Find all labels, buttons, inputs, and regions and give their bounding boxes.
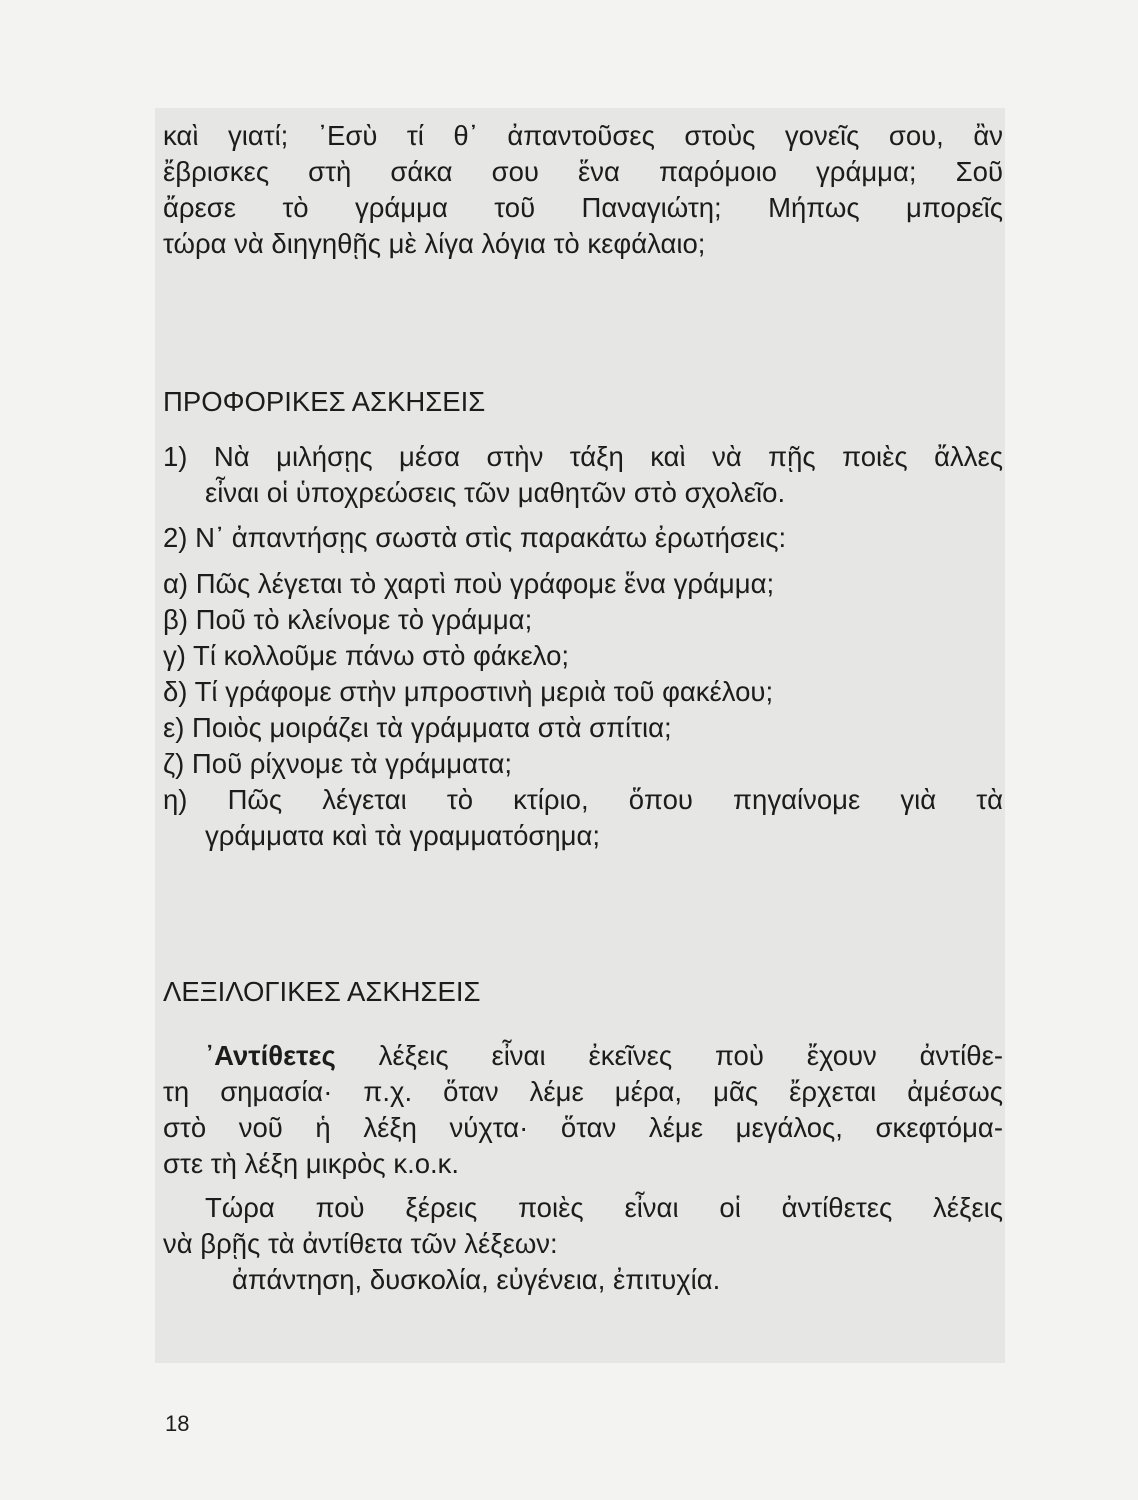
intro-line: ἔβρισκες στὴ σάκα σου ἕνα παρόμοιο γράμμα; Σοῦ: [163, 156, 1003, 187]
term-antitheta: ᾿Αντίθετες: [205, 1040, 336, 1071]
definition-text: λέξεις εἶναι ἐκεῖνες ποὺ ἔχουν ἀντίθε-: [335, 1040, 1003, 1071]
definition-line-2: τη σημασία· π.χ. ὅταν λέμε μέρα, μᾶς ἔρχεται ἀμέσως: [163, 1076, 1003, 1107]
intro-line: ἄρεσε τὸ γράμμα τοῦ Παναγιώτη; Μήπως μπορεῖς: [163, 192, 1003, 223]
definition-line-4: στε τὴ λέξη μικρὸς κ.ο.κ.: [163, 1148, 460, 1179]
page-number: 18: [165, 1411, 190, 1436]
question-item: ε) Ποιὸς μοιράζει τὰ γράμματα στὰ σπίτια;: [163, 712, 672, 743]
definition-line-1: [205, 1040, 1003, 1072]
question-item: β) Ποῦ τὸ κλείνομε τὸ γράμμα;: [163, 604, 533, 635]
oral-question-2: 2) Ν᾿ ἀπαντήσῃς σωστὰ στὶς παρακάτω ἐρωτήσεις:: [163, 522, 787, 553]
word-list: ἀπάντηση, δυσκολία, εὐγένεια, ἐπιτυχία.: [232, 1264, 721, 1295]
task-line-1: Τώρα ποὺ ξέρεις ποιὲς εἶναι οἱ ἀντίθετες λέξεις: [205, 1192, 1003, 1223]
lexical-exercises-heading: ΛΕΞΙΛΟΓΙΚΕΣ ΑΣΚΗΣΕΙΣ: [163, 976, 481, 1007]
definition-line-3: στὸ νοῦ ἡ λέξη νύχτα· ὅταν λέμε μεγάλος, σκεφτόμα-: [163, 1112, 1003, 1143]
oral-exercises-heading: ΠΡΟΦΟΡΙΚΕΣ ΑΣΚΗΣΕΙΣ: [163, 386, 486, 417]
oral-question-1-cont: εἶναι οἱ ὑποχρεώσεις τῶν μαθητῶν στὸ σχολεῖο.: [205, 477, 786, 508]
question-item: δ) Τί γράφομε στὴν μπροστινὴ μεριὰ τοῦ φακέλου;: [163, 676, 774, 707]
intro-line: τώρα νὰ διηγηθῇς μὲ λίγα λόγια τὸ κεφάλαιο;: [163, 228, 706, 259]
question-item: η) Πῶς λέγεται τὸ κτίριο, ὅπου πηγαίνομε γιὰ τὰ: [163, 784, 1003, 815]
oral-question-1: 1) Νὰ μιλήσῃς μέσα στὴν τάξη καὶ νὰ πῇς ποιὲς ἄλλες: [163, 441, 1003, 472]
intro-line: καὶ γιατί; ᾿Εσὺ τί θ᾿ ἀπαντοῦσες στοὺς γονεῖς σου, ἂν: [163, 120, 1003, 151]
question-item: γ) Τί κολλοῦμε πάνω στὸ φάκελο;: [163, 640, 570, 671]
intro-paragraph: [163, 118, 1003, 262]
task-line-2: νὰ βρῇς τὰ ἀντίθετα τῶν λέξεων:: [163, 1228, 558, 1259]
question-item: ζ) Ποῦ ρίχνομε τὰ γράμματα;: [163, 748, 513, 779]
question-item-cont: γράμματα καὶ τὰ γραμματόσημα;: [205, 820, 601, 851]
question-item: α) Πῶς λέγεται τὸ χαρτὶ ποὺ γράφομε ἕνα γράμμα;: [163, 568, 775, 599]
